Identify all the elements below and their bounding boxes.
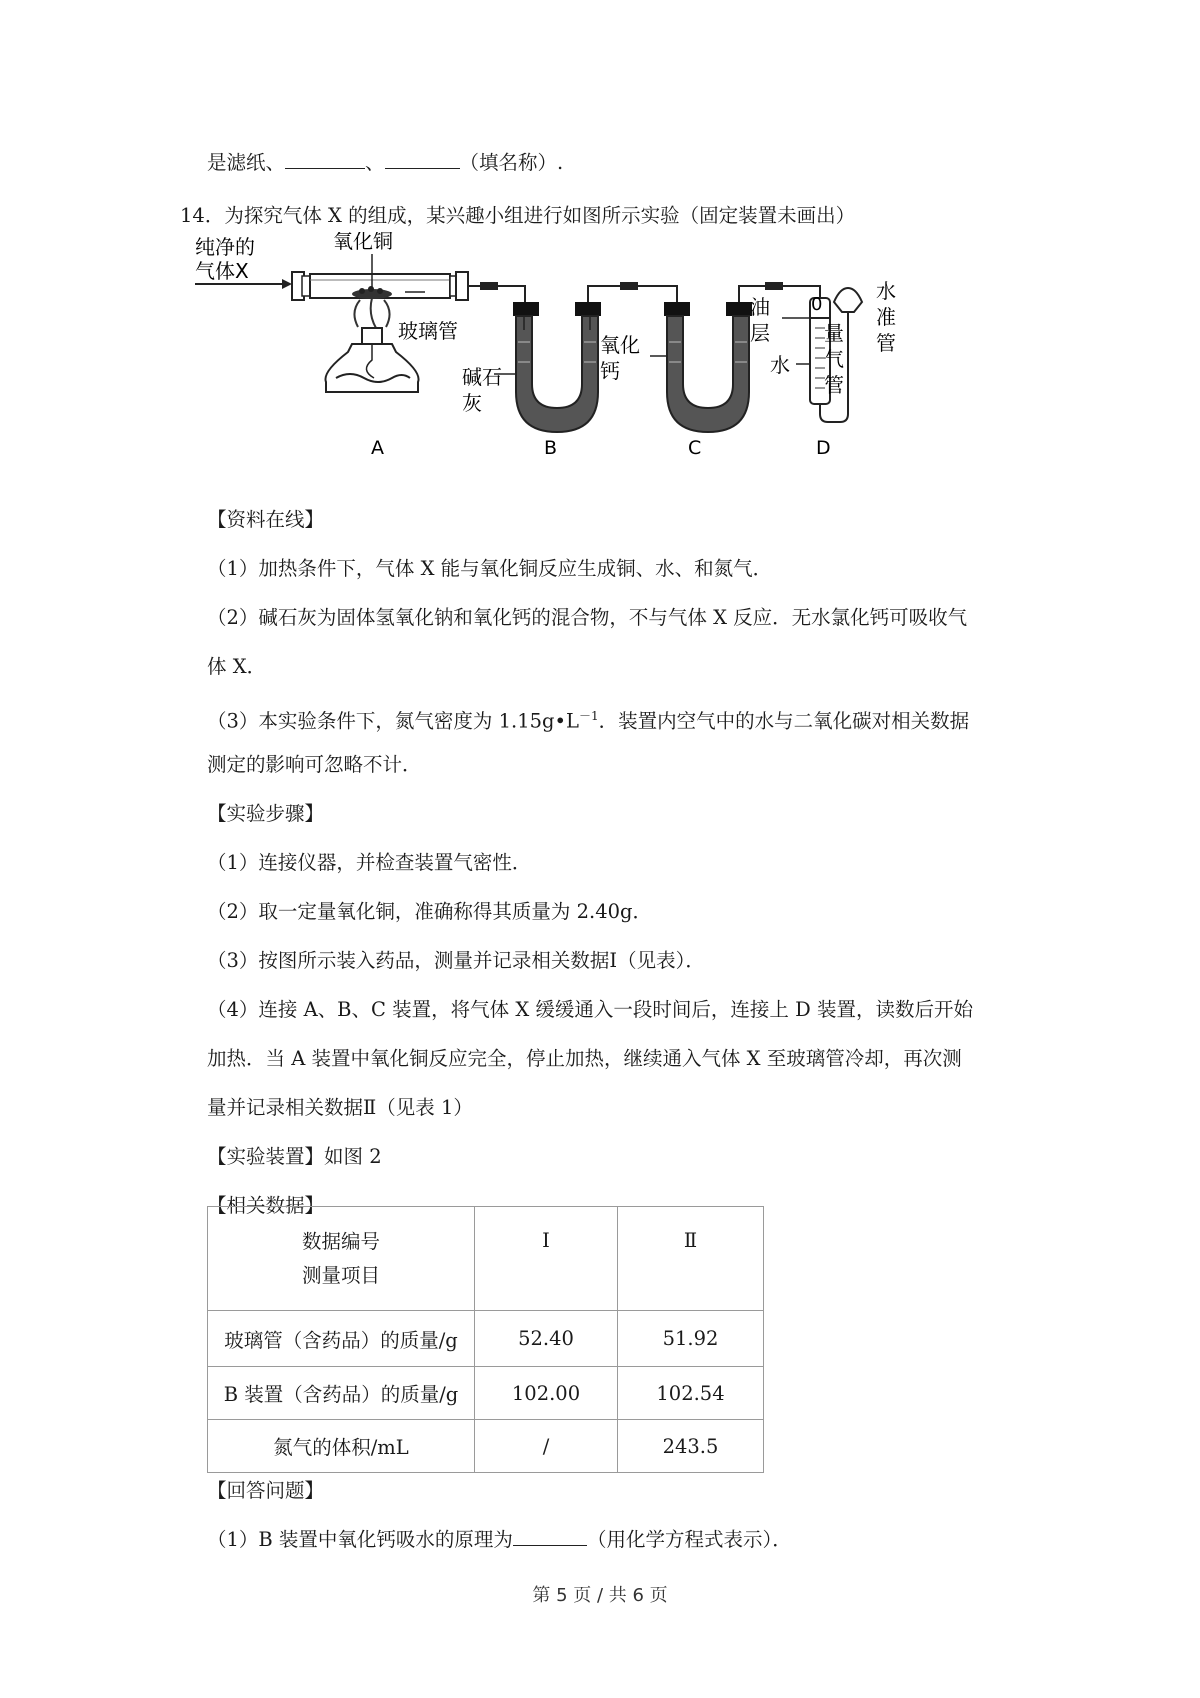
info-item-1: （1）加热条件下，气体 X 能与氧化铜反应生成铜、水、和氮气． — [207, 557, 773, 580]
step-1: （1）连接仪器，并检查装置气密性． — [207, 851, 532, 874]
answer-blank-3[interactable] — [513, 1527, 587, 1546]
row-value-1: 52.40 — [475, 1311, 618, 1367]
table-row — [208, 1367, 764, 1420]
calcium-oxide-label-1: 氧化 — [600, 333, 640, 357]
density-text: （3）本实验条件下，氮气密度为 1.15g•L — [207, 709, 579, 733]
line-suffix: （填名称）. — [459, 151, 564, 174]
gas-burette-label-3: 管 — [824, 373, 844, 397]
gas-burette-label-2: 气 — [824, 347, 844, 371]
row-value-1: / — [475, 1420, 618, 1473]
gas-burette-label-1: 量 — [824, 321, 844, 345]
device-label-b: B — [544, 437, 558, 459]
density-text-tail: ．装置内空气中的水与二氧化碳对相关数据 — [598, 709, 970, 733]
row-label: 氮气的体积/mL — [208, 1420, 475, 1473]
row-value-2: 243.5 — [618, 1420, 764, 1473]
device-label-c: C — [688, 437, 702, 459]
question-1-text: （1）B 装置中氧化钙吸水的原理为 — [207, 1528, 513, 1551]
device-c-u-tube — [650, 302, 752, 432]
table-header-corner — [208, 1207, 475, 1311]
info-item-3b: 测定的影响可忽略不计． — [207, 753, 422, 776]
info-item-3a — [207, 703, 969, 735]
water-label: 水 — [770, 353, 790, 377]
row-value-2: 51.92 — [618, 1311, 764, 1367]
row-label: B 装置（含药品）的质量/g — [208, 1367, 475, 1420]
line-prefix: 是滤纸、 — [207, 151, 286, 174]
answer-section-title: 【回答问题】 — [207, 1479, 325, 1502]
arrowhead-icon — [282, 279, 292, 289]
step-2: （2）取一定量氧化铜，准确称得其质量为 2.40g． — [207, 900, 653, 923]
level-tube-label-3: 管 — [876, 331, 896, 355]
step-4a: （4）连接 A、B、C 装置，将气体 X 缓缓通入一段时间后，连接上 D 装置，读数后开始 — [207, 998, 973, 1021]
gas-label-line2: 气体X — [195, 259, 249, 283]
row-label: 玻璃管（含药品）的质量/g — [208, 1311, 475, 1367]
steps-section-title: 【实验步骤】 — [207, 802, 325, 825]
data-table — [207, 1206, 764, 1473]
level-tube-label-1: 水 — [876, 279, 896, 303]
gas-label-line1: 纯净的 — [195, 235, 255, 259]
device-label-a: A — [371, 437, 384, 459]
table-row — [208, 1420, 764, 1473]
row-value-2: 102.54 — [618, 1367, 764, 1420]
fill-blank-line — [207, 150, 563, 176]
answer-question-1 — [207, 1527, 792, 1553]
device-b-u-tube — [494, 302, 601, 432]
oil-layer-label-2: 层 — [750, 321, 770, 345]
device-section-line: 【实验装置】如图 2 — [207, 1145, 382, 1168]
question-1-suffix: （用化学方程式表示）． — [586, 1528, 792, 1551]
table-row — [208, 1311, 764, 1367]
line-separator: 、 — [365, 151, 385, 174]
step-4c: 量并记录相关数据Ⅱ（见表 1） — [207, 1096, 473, 1119]
answer-blank-1[interactable] — [285, 150, 365, 169]
alcohol-lamp-icon — [325, 298, 418, 392]
level-tube-label-2: 准 — [876, 305, 896, 329]
apparatus-diagram — [190, 232, 950, 502]
step-3: （3）按图所示装入药品，测量并记录相关数据Ⅰ（见表）． — [207, 949, 705, 972]
table-header-row — [208, 1207, 764, 1311]
info-section-title: 【资料在线】 — [207, 508, 325, 531]
device-label-d: D — [816, 437, 831, 459]
page-footer: 第 5 页 / 共 6 页 — [532, 1585, 668, 1606]
table-header-col-2: Ⅱ — [618, 1207, 764, 1311]
header-measure-item: 测量项目 — [301, 1263, 380, 1287]
step-4b: 加热．当 A 装置中氧化铜反应完全，停止加热，继续通入气体 X 至玻璃管冷却，再次测 — [207, 1047, 962, 1070]
data-section-title: 【相关数据】 — [207, 1194, 325, 1217]
answer-blank-2[interactable] — [385, 150, 460, 169]
oil-layer-label-1: 油 — [750, 295, 770, 319]
row-value-1: 102.00 — [475, 1367, 618, 1420]
glass-tube-label: 玻璃管 — [398, 319, 458, 343]
question-14-title: 14．为探究气体 X 的组成，某兴趣小组进行如图所示实验（固定装置未画出） — [180, 204, 856, 227]
header-data-number: 数据编号 — [301, 1229, 380, 1253]
soda-lime-label-2: 灰 — [462, 391, 482, 415]
info-item-2a: （2）碱石灰为固体氢氧化钠和氧化钙的混合物，不与气体 X 反应．无水氯化钙可吸收气 — [207, 606, 968, 629]
device-a-glass-tube — [292, 254, 490, 300]
info-item-2b: 体 X． — [207, 655, 267, 678]
soda-lime-label-1: 碱石 — [462, 365, 502, 389]
zero-mark: 0 — [811, 294, 823, 315]
calcium-oxide-label-2: 钙 — [600, 359, 620, 383]
copper-oxide-label: 氧化铜 — [333, 232, 393, 253]
density-unit-exponent: －1 — [578, 709, 599, 723]
table-header-col-1: Ⅰ — [475, 1207, 618, 1311]
